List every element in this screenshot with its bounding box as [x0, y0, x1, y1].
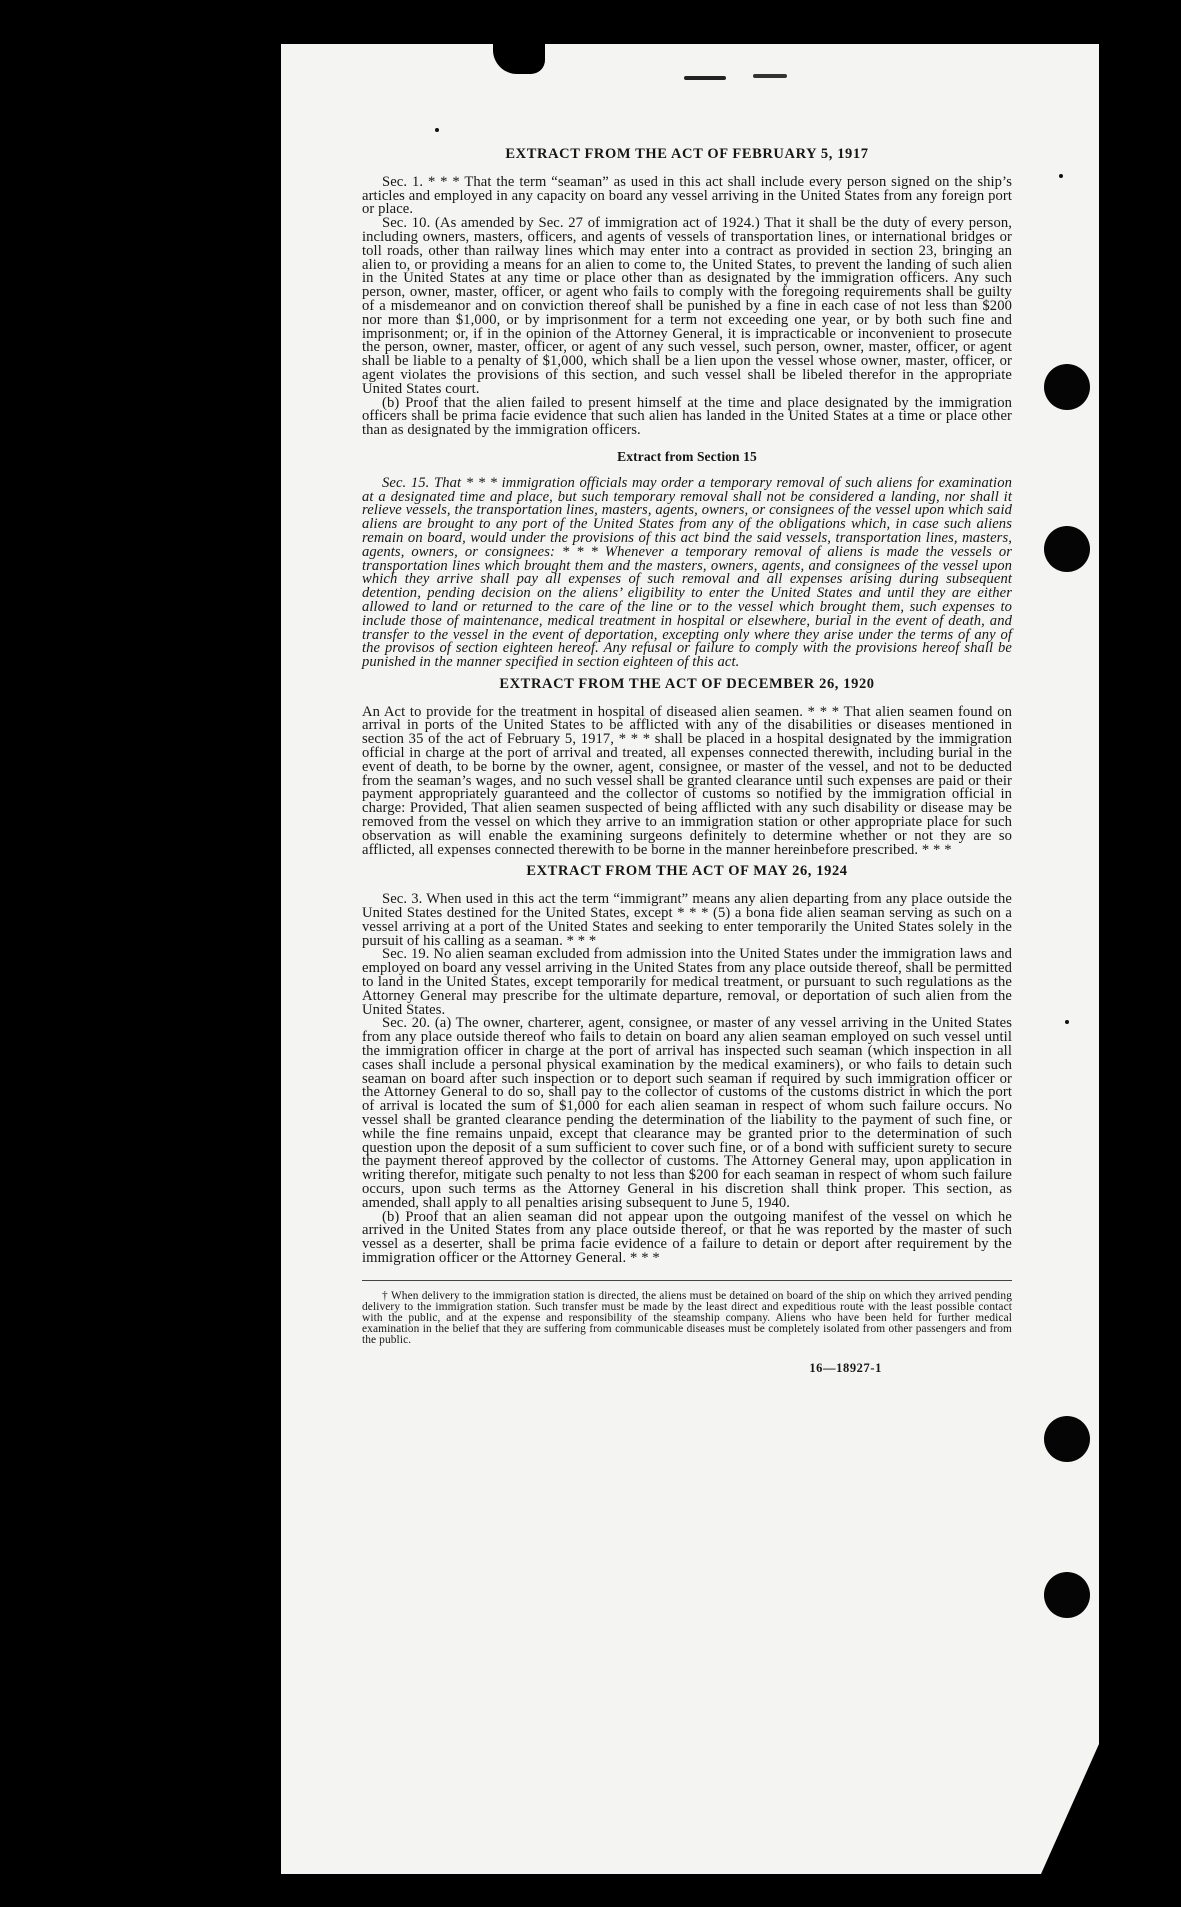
ink-speck — [1059, 174, 1063, 178]
section-act-dec-1920 — [362, 675, 1012, 858]
footnote: † When delivery to the immigration station is directed, the aliens must be detained on board of the ship on which they arrived pending delivery to the immigration station. Such transfer must be made by the least direct and expeditious route with the least possible contact with the public, and at the expense and responsibility of the steamship company. Aliens who have been held for further medical examination in the belief that they are suffering from communicable diseases must be completely isolated from other passengers and from the public. — [362, 1289, 1012, 1346]
paragraph: Sec. 3. When used in this act the term “immigrant” means any alien departing from any place outside the United States destined for the United States, except * * * (5) a bona fide alien seaman serving as such on a vessel arriving at a port of the United States and seeking to enter temporarily the United States solely in the pursuit of his calling as a seaman. * * * — [362, 891, 1012, 949]
section-act-may-1924 — [362, 865, 1012, 1265]
punch-hole — [1044, 526, 1090, 572]
section-heading: Extract from Section 15 — [617, 448, 757, 464]
section-heading: EXTRACT FROM THE ACT OF DECEMBER 26, 1920 — [499, 675, 875, 692]
paragraph: An Act to provide for the treatment in hospital of diseased alien seamen. * * * That alien seamen found on arrival in ports of the United States to be afflicted with any of the disabilities or diseases mentioned in section 35 of the act of February 5, 1917, * * * shall be placed in a hospital designated by the immigration official in charge at the port of arrival and treated, all expenses connected therewith, including burial in the event of death, to be borne by the owner, agent, consignee, or master of the vessel, and not to be deducted from the seaman’s wages, and no such vessel shall be granted clearance until such expenses are paid or their payment appropriately guaranteed and the collector of customs so notified by the immigration official in charge: Provided, That alien seamen suspected of being afflicted with any such disability or disease may be removed from the vessel on which they arrive to an immigration station or other appropriate place for such observation as will enable the examining surgeons definitely to determine whether or not they are so afflicted, all expenses connected therewith to be borne in the manner hereinbefore prescribed. * * * — [362, 703, 1012, 858]
section-act-feb-1917 — [362, 148, 1012, 438]
form-number: 16—18927-1 — [809, 1360, 882, 1375]
document-page — [281, 44, 1099, 1874]
paragraph: Sec. 20. (a) The owner, charterer, agent, consignee, or master of any vessel arriving in the United States from any place outside thereof who fails to detain on board any alien seaman employed on such vessel until the immigration officer in charge at the port of arrival has inspected such seaman (which inspection in all cases shall include a personal physical examination by the medical examiners), or who fails to detain such seaman on board after such inspection or to deport such seaman if required by such immigration officer or the Attorney General to do so, shall pay to the collector of customs of the customs district in which the port of arrival is located the sum of $1,000 for each alien seaman in respect of whom such failure occurs. No vessel shall be granted clearance pending the determination of the liability to the payment of such fine, or while the fine remains unpaid, except that clearance may be granted prior to the determination of such question upon the deposit of a sum sufficient to cover such fine, or of a bond with sufficient surety to secure the payment thereof approved by the collector of customs. The Attorney General may, upon application in writing therefor, mitigate such penalty to not less than $200 for each seaman in respect of whom such failure occurs, upon such terms as the Attorney General in his discretion shall think proper. This section, as amended, shall apply to all penalties arising subsequent to June 5, 1940. — [362, 1015, 1012, 1211]
paragraph: Sec. 1. * * * That the term “seaman” as used in this act shall include every person signed on the ship’s articles and employed in any capacity on board any vessel arriving in the United States from any foreign port or place. — [362, 173, 1012, 218]
clipped-corner — [1041, 1744, 1099, 1874]
footnote-divider — [362, 1280, 1012, 1281]
paragraph: (b) Proof that the alien failed to present himself at the time and place designated by the immigration officers shall be prima facie evidence that such alien has landed in the United States at a time or place other than as designated by the immigration officers. — [362, 394, 1012, 439]
paragraph: Sec. 19. No alien seaman excluded from admission into the United States under the immigration laws and employed on board any vessel arriving in the United States from any place outside thereof, shall be permitted to land in the United States, except temporarily for medical treatment, or pursuant to such regulations as the Attorney General may prescribe for the ultimate departure, removal, or deportation of such alien from the United States. — [362, 946, 1012, 1018]
paper-mark — [684, 76, 726, 80]
section-extract-section-15 — [362, 450, 1012, 670]
ink-speck — [435, 128, 439, 132]
paragraph: (b) Proof that an alien seaman did not appear upon the outgoing manifest of the vessel on which he arrived in the United States from any place outside thereof, or that he was reported by the master of such vessel as a deserter, shall be prima facie evidence of a failure to detain or deport after requirement by the immigration officer or the Attorney General. * * * — [362, 1208, 1012, 1266]
paragraph: Sec. 10. (As amended by Sec. 27 of immigration act of 1924.) That it shall be the duty of every person, including owners, masters, officers, and agents of vessels of transportation lines, or international bridges or toll roads, other than railway lines which may enter into a contract as provided in section 23, bringing an alien to, or providing a means for an alien to come to, the United States, to prevent the landing of such alien in the United States at any time or place other than as designated by the immigration officers. Any such person, owner, master, officer, or agent who fails to comply with the foregoing requirements shall be guilty of a misdemeanor and on conviction thereof shall be punished by a fine in each case of not less than $200 nor more than $1,000, or by imprisonment for a term not exceeding one year, or by both such fine and imprisonment; or, if in the opinion of the Attorney General, it is impracticable or inconvenient to prosecute the person, owner, master, officer, or agent of any such vessel, such person, owner, master, officer, or agent shall be liable to a penalty of $1,000, which shall be a lien upon the vessel whose owner, master, officer, or agent violates the provisions of this section, and such vessel shall be libeled therefor in the appropriate United States court. — [362, 215, 1012, 397]
punch-hole — [1044, 364, 1090, 410]
punch-hole — [1044, 1572, 1090, 1618]
torn-paper-edge — [493, 44, 545, 74]
ink-speck — [1065, 1020, 1069, 1024]
paper-mark — [753, 74, 787, 78]
section-heading: EXTRACT FROM THE ACT OF FEBRUARY 5, 1917 — [505, 146, 869, 162]
punch-hole — [1044, 1416, 1090, 1462]
document-body — [362, 140, 1012, 1376]
section-heading: EXTRACT FROM THE ACT OF MAY 26, 1924 — [526, 863, 848, 880]
paragraph: Sec. 15. That * * * immigration officials may order a temporary removal of such aliens for examination at a designated time and place, but such temporary removal shall not be considered a landing, nor shall it relieve vessels, the transportation lines, masters, agents, owners, or consignees of the vessel upon which said aliens are brought to any port of the United States from any of the obligations which, in case such aliens remain on board, would under the provisions of this act bind the said vessels, transportation lines, masters, agents, owners, or consignees: * * * Whenever a temporary removal of aliens is made the vessels or transportation lines which brought them and the masters, owners, agents, and consignees of the vessel upon which they arrive shall pay all expenses of such removal and all expenses arising during subsequent detention, pending decision on the aliens’ eligibility to enter the United States and until they are either allowed to land or returned to the care of the line or to the vessel which brought them, such expenses to include those of maintenance, medical treatment in hospital or elsewhere, burial in the event of death, and transfer to the vessel in the event of deportation, excepting only where they arise under the terms of any of the provisos of section eighteen hereof. Any refusal or failure to comply with the provisions hereof shall be punished in the manner specified in section eighteen of this act. — [362, 474, 1012, 671]
